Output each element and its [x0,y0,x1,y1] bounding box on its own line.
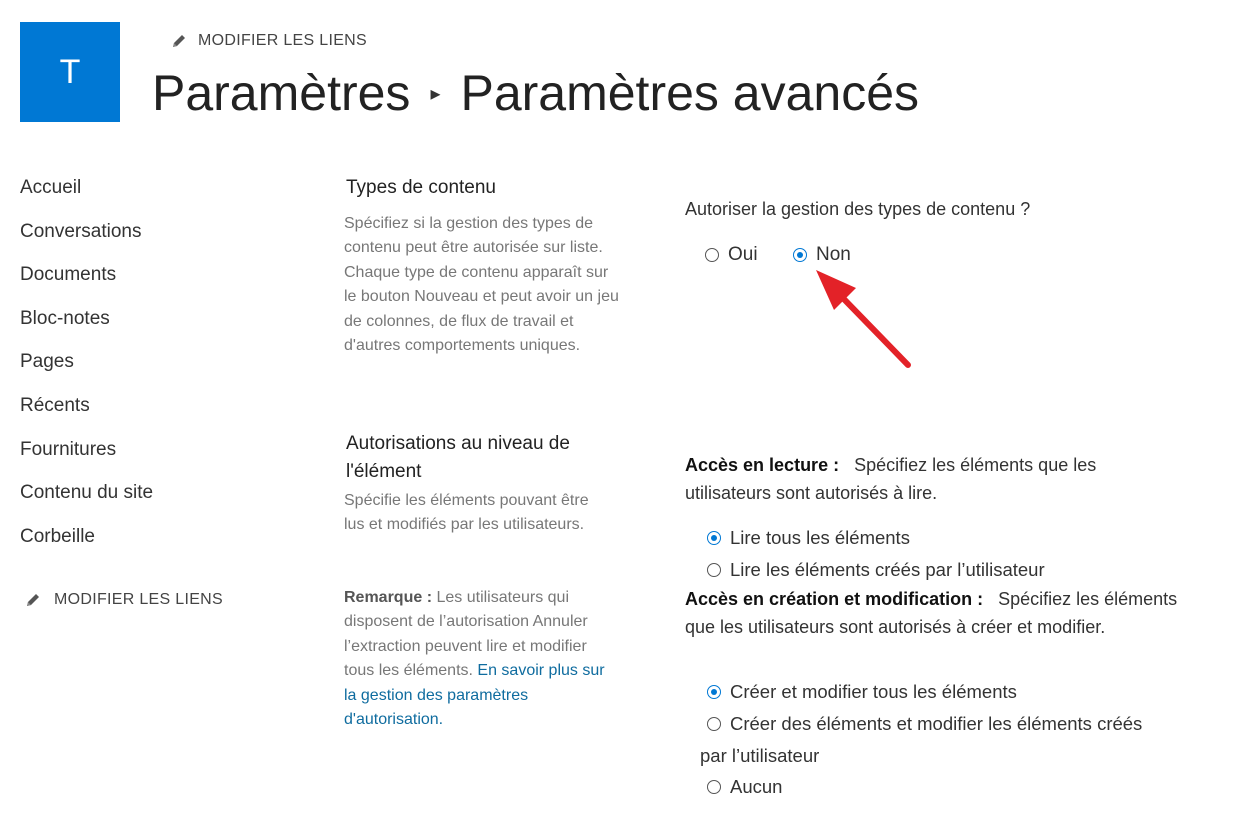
annotation-arrow-icon [800,258,930,378]
site-logo-letter: T [59,52,81,91]
nav-item-accueil[interactable]: Accueil [20,177,82,198]
radio-read-all[interactable] [707,531,721,545]
radio-read-own[interactable] [707,563,721,577]
nav-item-pages[interactable]: Pages [20,351,74,373]
nav-item-documents[interactable]: Documents [20,264,117,286]
site-logo[interactable] [20,22,120,122]
nav-item-bloc-notes[interactable]: Bloc-notes [20,307,110,329]
nav-item-corbeille[interactable]: Corbeille [20,525,95,547]
read-own-option[interactable]: Lire les éléments créés par l’utilisateur [707,559,1045,581]
pencil-icon [24,591,42,609]
breadcrumb-parent[interactable]: Paramètres [152,65,411,121]
nav-item-conversations[interactable]: Conversations [20,220,142,242]
read-all-option[interactable]: Lire tous les éléments [707,527,910,549]
write-own-option[interactable]: Créer des éléments et modifier les éléments créés par l’utilisateur [700,713,1143,766]
content-types-description: Spécifiez si la gestion des types de contenu peut être autorisée sur liste. Chaque type de contenu apparaît sur le bouton Nouveau et peut avoir un jeu de colonnes, de flux de travail et d'autres comportements uniques. [344,215,619,355]
write-access-text: Accès en création et modification : Spécifiez les éléments que les utilisateurs sont autorisés à créer et modifier. [685,589,1178,637]
read-access-label: Accès en lecture : [685,455,840,475]
radio-write-own[interactable] [707,717,721,731]
nav-item-fournitures[interactable]: Fournitures [20,438,117,460]
radio-oui[interactable] [705,248,719,262]
edit-links-label: MODIFIER LES LIENS [198,32,367,49]
edit-links-nav-button[interactable] [24,591,223,609]
breadcrumb-separator-icon: ▸ [430,82,441,105]
radio-oui-label: Oui [728,244,758,265]
edit-links-header-button[interactable] [170,32,367,50]
learn-more-link[interactable]: En savoir plus sur la gestion des paramètres d'autorisation. [344,662,605,729]
content-types-yes-option[interactable] [705,244,758,266]
content-types-question: Autoriser la gestion des types de contenu ? [685,199,1031,219]
edit-links-label: MODIFIER LES LIENS [54,591,223,608]
radio-non-label: Non [816,244,851,265]
write-none-option[interactable]: Aucun [707,776,782,798]
radio-write-all[interactable] [707,685,721,699]
write-access-label: Accès en création et modification : [685,589,984,609]
radio-write-none[interactable] [707,780,721,794]
nav-item-contenu-du-site[interactable]: Contenu du site [20,482,154,504]
item-permissions-note [344,586,620,732]
item-permissions-title: Autorisations au niveau de l'élément [346,433,570,482]
content-types-title: Types de contenu [346,177,496,198]
write-all-option[interactable]: Créer et modifier tous les éléments [707,681,1017,703]
note-label: Remarque : [344,589,433,606]
pencil-icon [170,32,188,50]
note-text: Les utilisateurs qui disposent de l’autorisation Annuler l’extraction peuvent lire et modifier tous les éléments. [344,589,588,680]
read-access-text: Accès en lecture : Spécifiez les éléments que les utilisateurs sont autorisés à lire. [685,455,1097,503]
nav-item-recents[interactable]: Récents [20,394,90,416]
breadcrumb-current: Paramètres avancés [460,65,920,121]
item-permissions-description: Spécifie les éléments pouvant être lus et modifiés par les utilisateurs. [344,492,589,534]
quick-launch-nav [20,172,280,564]
page-title [152,64,919,122]
